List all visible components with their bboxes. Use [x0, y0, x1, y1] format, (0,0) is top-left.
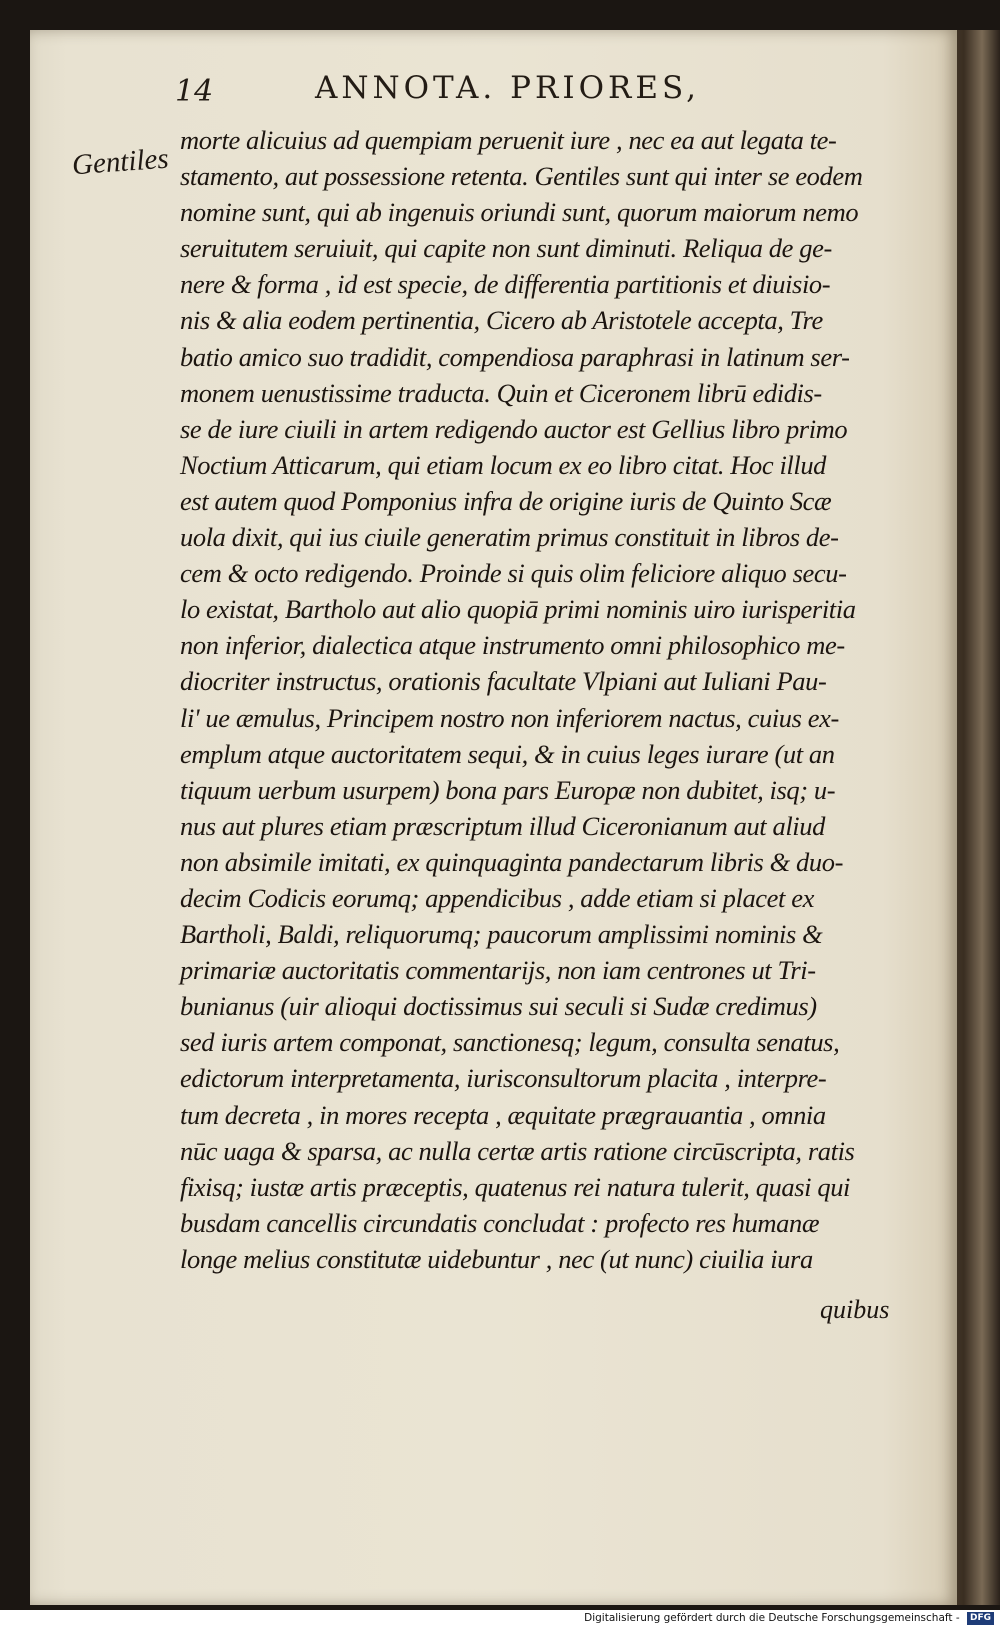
dfg-logo: DFG: [967, 1612, 994, 1625]
text-line: se de iure ciuili in artem redigendo auctor est Gellius libro primo: [180, 413, 848, 444]
text-line: lo existat, Bartholo aut alio quopiā primi nominis uiro iurisperitia: [180, 594, 856, 625]
text-line: diocriter instructus, orationis facultate Vlpiani aut Iuliani Pau-: [180, 666, 827, 697]
footer-credit: Digitalisierung gefördert durch die Deutsche Forschungsgemeinschaft -: [584, 1612, 960, 1624]
footer-bar: [0, 1610, 1000, 1627]
text-line: nomine sunt, qui ab ingenuis oriundi sunt, quorum maiorum nemo: [180, 197, 859, 228]
running-head: ANNOTA. PRIORES,: [315, 70, 700, 106]
text-line: stamento, aut possessione retenta. Gentiles sunt qui inter se eodem: [180, 161, 863, 192]
text-line: decim Codicis eorumq; appendicibus , adde etiam si placet ex: [180, 882, 814, 913]
text-line: nere & forma , id est specie, de differentia partitionis et diuisio-: [180, 269, 831, 300]
text-line: est autem quod Pomponius infra de origine iuris de Quinto Scæ: [180, 485, 832, 516]
text-line: monem uenustissime traducta. Quin et Ciceronem librū edidis-: [180, 377, 822, 408]
text-line: uola dixit, qui ius ciuile generatim primus constituit in libros de-: [180, 522, 839, 553]
page-header: [175, 70, 895, 110]
text-line: nus aut plures etiam præscriptum illud Ciceronianum aut aliud: [180, 810, 825, 841]
text-line: seruitutem seruiuit, qui capite non sunt diminuti. Reliqua de ge-: [180, 233, 832, 264]
text-line: non absimile imitati, ex quinquaginta pandectarum libris & duo-: [180, 846, 844, 877]
text-line: cem & octo redigendo. Proinde si quis olim feliciore aliquo secu-: [180, 558, 847, 589]
text-line: batio amico suo tradidit, compendiosa paraphrasi in latinum ser-: [180, 341, 850, 372]
text-line: Bartholi, Baldi, reliquorumq; paucorum amplissimi nominis &: [180, 919, 823, 950]
text-line: bunianus (uir alioqui doctissimus sui seculi si Sudæ credimus): [180, 991, 817, 1022]
page-number: 14: [175, 74, 214, 109]
text-line: longe melius constitutæ uidebuntur , nec (ut nunc) ciuilia iura: [180, 1243, 813, 1274]
text-line: sed iuris artem componat, sanctionesq; legum, consulta senatus,: [180, 1027, 840, 1058]
text-line: li' ue æmulus, Principem nostro non inferiorem nactus, cuius ex-: [180, 702, 839, 733]
text-line: busdam cancellis circundatis concludat : profecto res humanæ: [180, 1207, 820, 1238]
text-line: emplum atque auctoritatem sequi, & in cuius leges iurare (ut an: [180, 738, 835, 769]
text-line: nūc uaga & sparsa, ac nulla certæ artis ratione circūscripta, ratis: [180, 1135, 855, 1166]
text-line: tum decreta , in mores recepta , æquitate prægrauantia , omnia: [180, 1099, 826, 1130]
text-line: tiquum uerbum usurpem) bona pars Europæ non dubitet, isq; u-: [180, 774, 836, 805]
text-line: primariæ auctoritatis commentarijs, non iam centrones ut Tri-: [180, 955, 816, 986]
catchword: quibus: [820, 1295, 890, 1324]
text-line: fixisq; iustæ artis præceptis, quatenus rei natura tulerit, quasi qui: [180, 1171, 851, 1202]
text-line: morte alicuius ad quempiam peruenit iure , nec ea aut legata te-: [180, 125, 837, 155]
body-text: [180, 122, 902, 1277]
text-line: Noctium Atticarum, qui etiam locum ex eo libro citat. Hoc illud: [180, 449, 827, 480]
marginal-note: Gentiles: [70, 142, 170, 182]
text-line: nis & alia eodem pertinentia, Cicero ab Aristotele accepta, Tre: [180, 305, 823, 336]
text-line: edictorum interpretamenta, iurisconsultorum placita , interpre-: [180, 1063, 827, 1094]
text-line: non inferior, dialectica atque instrumento omni philosophico me-: [180, 630, 845, 661]
